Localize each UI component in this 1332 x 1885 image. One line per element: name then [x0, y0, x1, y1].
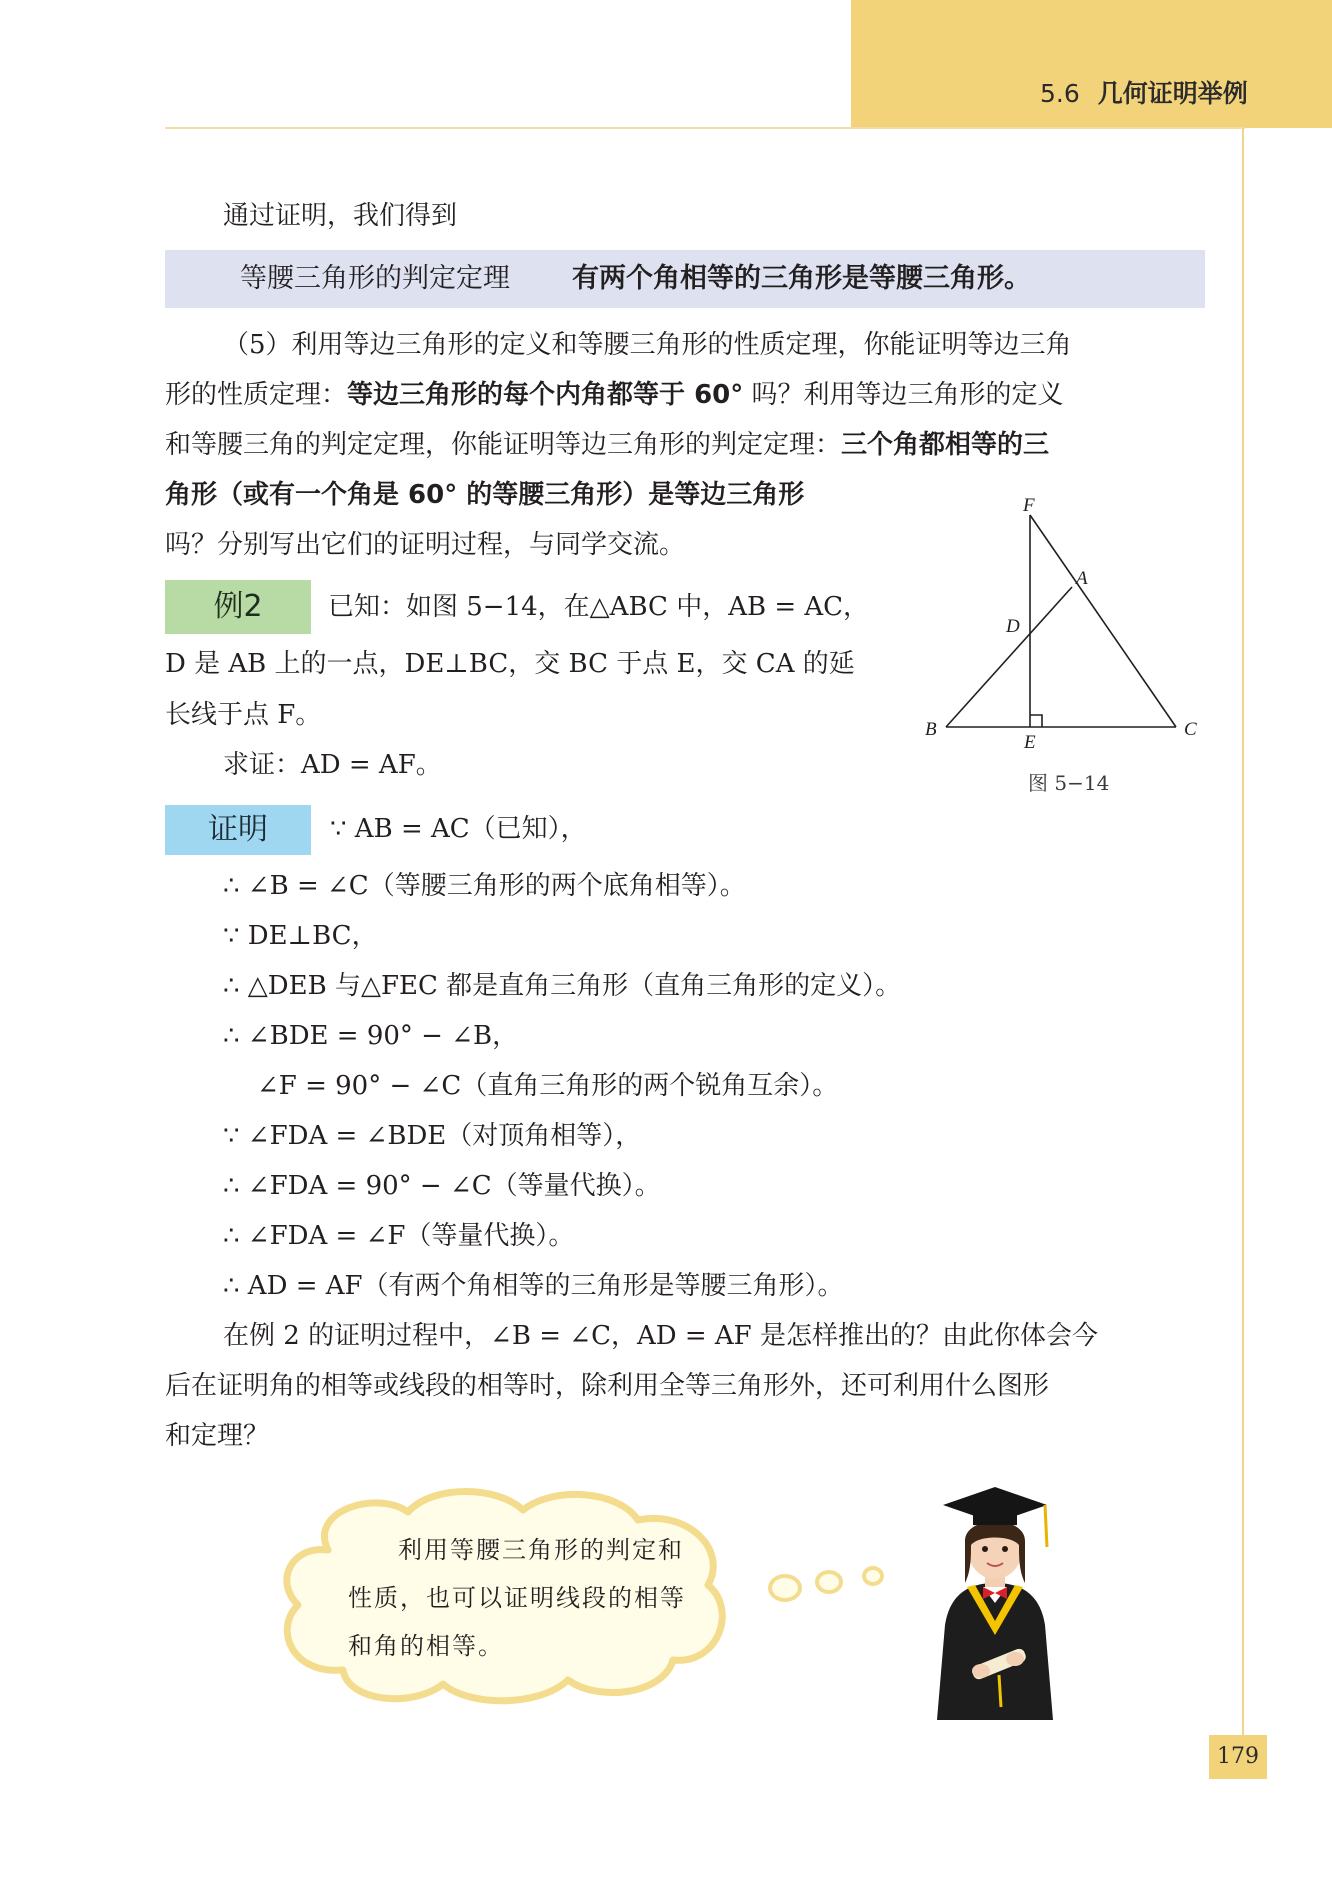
- theorem-name: 等腰三角形的判定定理: [240, 263, 510, 294]
- label-d: D: [1006, 616, 1020, 637]
- figure-caption: 图 5−14: [1028, 771, 1110, 795]
- example-given-line-3: 长线于点 F。: [165, 700, 322, 730]
- exercise-line-3: [165, 421, 1049, 470]
- intro-line: 通过证明，我们得到: [223, 201, 458, 231]
- exercise-highlight-1: 等边三角形的每个内角都等于 60°: [347, 380, 744, 410]
- page-number: 179: [1217, 1744, 1259, 1769]
- exercise-line-5: 吗？分别写出它们的证明过程，与同学交流。: [165, 530, 686, 560]
- side-rule: [1242, 128, 1244, 1758]
- exercise-line-2: [165, 371, 1064, 420]
- exercise-line-2a: 形的性质定理：: [165, 380, 348, 410]
- thought-line-3: 和角的相等。: [348, 1632, 504, 1660]
- label-a: A: [1076, 568, 1088, 589]
- thought-bubbles-icon: [765, 1560, 905, 1610]
- reflection-line-3: 和定理？: [165, 1421, 270, 1451]
- example-given-line-2: D 是 AB 上的一点，DE⊥BC，交 BC 于点 E，交 CA 的延: [165, 649, 855, 679]
- exercise-line-1: （5）利用等边三角形的定义和等腰三角形的性质定理，你能证明等边三角: [223, 330, 1072, 360]
- exercise-line-3a: 和等腰三角的判定定理，你能证明等边三角形的判定定理：: [165, 430, 842, 460]
- exercise-line-4: 角形（或有一个角是 60° 的等腰三角形）是等边三角形: [165, 480, 805, 510]
- thought-line-1: 利用等腰三角形的判定和: [398, 1536, 684, 1564]
- proof-step-10: ∴ AD = AF（有两个角相等的三角形是等腰三角形）。: [223, 1271, 844, 1301]
- proof-step-9: ∴ ∠FDA = ∠F（等量代换）。: [223, 1221, 575, 1251]
- label-c: C: [1184, 719, 1197, 740]
- thought-line-2: 性质，也可以证明线段的相等: [348, 1584, 686, 1612]
- example-tag: 例2: [165, 580, 311, 634]
- segment-fc: [1030, 515, 1176, 727]
- proof-step-1: ∵ AB = AC（已知），: [330, 814, 587, 844]
- proof-step-7: ∵ ∠FDA = ∠BDE（对顶角相等），: [223, 1121, 642, 1151]
- proof-tag: 证明: [165, 805, 311, 855]
- segment-ba: [946, 587, 1072, 727]
- label-e: E: [1024, 732, 1036, 753]
- proof-step-6: ∠F = 90° − ∠C（直角三角形的两个锐角互余）。: [257, 1071, 839, 1101]
- triangle-figure: [920, 490, 1220, 770]
- theorem-statement: 有两个角相等的三角形是等腰三角形。: [572, 263, 1031, 294]
- label-b: B: [925, 719, 937, 740]
- section-title: 几何证明举例: [1097, 79, 1248, 108]
- proof-step-2: ∴ ∠B = ∠C（等腰三角形的两个底角相等）。: [223, 871, 746, 901]
- reflection-line-1: 在例 2 的证明过程中，∠B = ∠C，AD = AF 是怎样推出的？由此你体会今: [223, 1321, 1098, 1351]
- proof-step-5: ∴ ∠BDE = 90° − ∠B，: [223, 1021, 519, 1051]
- label-f: F: [1023, 495, 1035, 516]
- header-rule: [165, 127, 1245, 129]
- proof-step-3: ∵ DE⊥BC，: [223, 921, 378, 951]
- section-header: [1040, 74, 1248, 110]
- reflection-line-2: 后在证明角的相等或线段的相等时，除利用全等三角形外，还可利用什么图形: [165, 1371, 1050, 1401]
- right-angle-mark: [1030, 715, 1042, 727]
- example-prove-line: 求证：AD = AF。: [223, 750, 442, 780]
- exercise-line-2c: 吗？利用等边三角形的定义: [743, 380, 1064, 410]
- exercise-highlight-2: 三个角都相等的三: [841, 430, 1050, 460]
- graduate-girl-illustration: [915, 1475, 1075, 1720]
- section-number: 5.6: [1040, 79, 1080, 108]
- example-given-line-1: 已知：如图 5−14，在△ABC 中，AB = AC，: [328, 592, 870, 622]
- proof-step-4: ∴ △DEB 与△FEC 都是直角三角形（直角三角形的定义）。: [223, 971, 902, 1001]
- proof-step-8: ∴ ∠FDA = 90° − ∠C（等量代换）。: [223, 1171, 661, 1201]
